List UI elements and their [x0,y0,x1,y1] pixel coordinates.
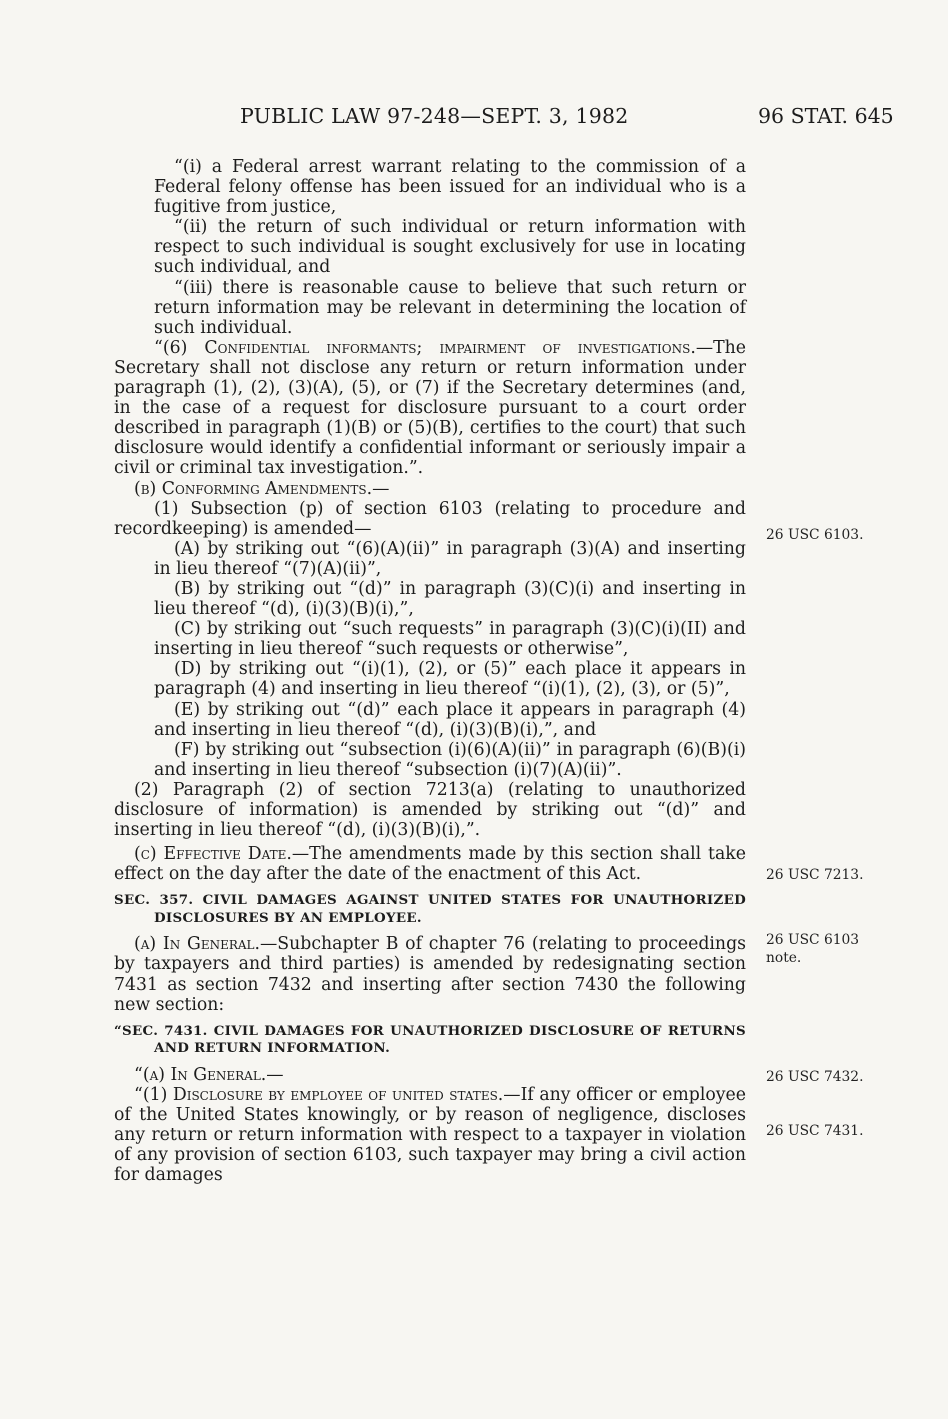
header-stat-page: 96 STAT. 645 [758,104,894,128]
margin-note-7432: 26 USC 7432. [766,1069,864,1085]
paragraph-6-heading: “(6) Confidential informants; impairment of investigations. [154,337,696,358]
subsection-c [114,844,746,884]
amendment-C: (C) by striking out “such requests” in paragraph (3)(C)(i)(II) and inserting in lieu thereof “such requests or otherwise”, [154,619,746,660]
amendment-F: (F) by striking out “subsection (i)(6)(A)(ii)” in paragraph (6)(B)(i) and inserting in lieu thereof “subsection (i)(7)(A)(ii)”. [154,739,746,780]
section-7431-a-heading: “(a) In General.— [134,1064,284,1085]
amendment-E: (E) by striking out “(d)” each place it appears in paragraph (4) and inserting in lieu thereof “(d), (i)(3)(B)(i),”, and [154,699,746,740]
section-357-a [114,934,746,1014]
margin-note-7213: 26 USC 7213. [766,867,864,883]
header-title: PUBLIC LAW 97-248—SEPT. 3, 1982 [240,104,629,128]
clause-ii: “(ii) the return of such individual or return information with respect to such individual is sought exclusively for use in locating such individual, and [154,217,746,278]
clause-i: “(i) a Federal arrest warrant relating to the commission of a Federal felony offense has been issued for an individual who is a fugitive from justice, [154,157,746,218]
page-header [0,100,948,134]
margin-note-7431: 26 USC 7431. [766,1123,864,1139]
margin-note-6103: 26 USC 6103. [766,527,864,543]
section-357-heading: SEC. 357. CIVIL DAMAGES AGAINST UNITED STATES FOR UNAUTHORIZED DISCLOSURES BY AN EMPLOYEE. [114,892,746,926]
subsection-c-heading: (c) Effective Date. [134,844,292,865]
margin-note-6103-note: 26 USC 6103 note. [766,932,860,966]
paragraph-6-text: —The Secretary shall not disclose any return or return information under paragraph (1), (2), (3)(A), (5), or (7) if the Secretary determines (and, in the case of a request for disclosure pursuant to a court order described in paragraph (1)(B) or (5)(B), certifies to the court) that such disclosure would identify a confidential informant or seriously impair a civil or criminal tax investigation.”. [114,337,746,479]
amendment-A: (A) by striking out “(6)(A)(ii)” in paragraph (3)(A) and inserting in lieu thereof “(7)(A)(ii)”, [154,538,746,579]
section-7431-a-1-text: —If any officer or employee of the United States knowingly, or by reason of negligence, discloses any return or return information with respect to a taxpayer in violation of any provision of section 6103, such taxpayer may bring a civil action for damages [114,1084,746,1186]
section-7431-a-1-heading: “(1) Disclosure by employee of united states. [134,1084,504,1105]
section-7431-heading: “SEC. 7431. CIVIL DAMAGES FOR UNAUTHORIZED DISCLOSURE OF RETURNS AND RETURN INFORMATION. [114,1022,746,1057]
subsection-b-1: (1) Subsection (p) of section 6103 (relating to procedure and recordkeeping) is amended— [114,498,746,539]
subsection-b-2: (2) Paragraph (2) of section 7213(a) (relating to unauthorized disclosure of information) is amended by striking out “(d)” and inserting in lieu thereof “(d), (i)(3)(B)(i),”. [114,779,746,841]
clause-iii: “(iii) there is reasonable cause to believe that such return or return information may be relevant in determining the location of such individual. [154,277,746,338]
section-357-a-text: —Subchapter B of chapter 76 (relating to proceedings by taxpayers and third parties) is amended by redesignating section 7431 as section 7432 and inserting after section 7430 the following new section: [114,934,746,1015]
section-7431-a-1 [74,1085,746,1185]
document-body [114,157,746,1185]
paragraph-6 [114,338,746,479]
amendment-B: (B) by striking out “(d)” in paragraph (3)(C)(i) and inserting in lieu thereof “(d), (i)(3)(B)(i),”, [154,578,746,620]
amendment-D: (D) by striking out “(i)(1), (2), or (5)” each place it appears in paragraph (4) and inserting in lieu thereof “(i)(1), (2), (3), or (5)”, [154,659,746,700]
subsection-c-text: —The amendments made by this section shall take effect on the day after the date of the enactment of this Act. [114,844,747,885]
section-357-a-heading: (a) In General. [134,934,261,955]
subsection-b-heading: (b) Conforming Amendments.— [134,478,390,499]
